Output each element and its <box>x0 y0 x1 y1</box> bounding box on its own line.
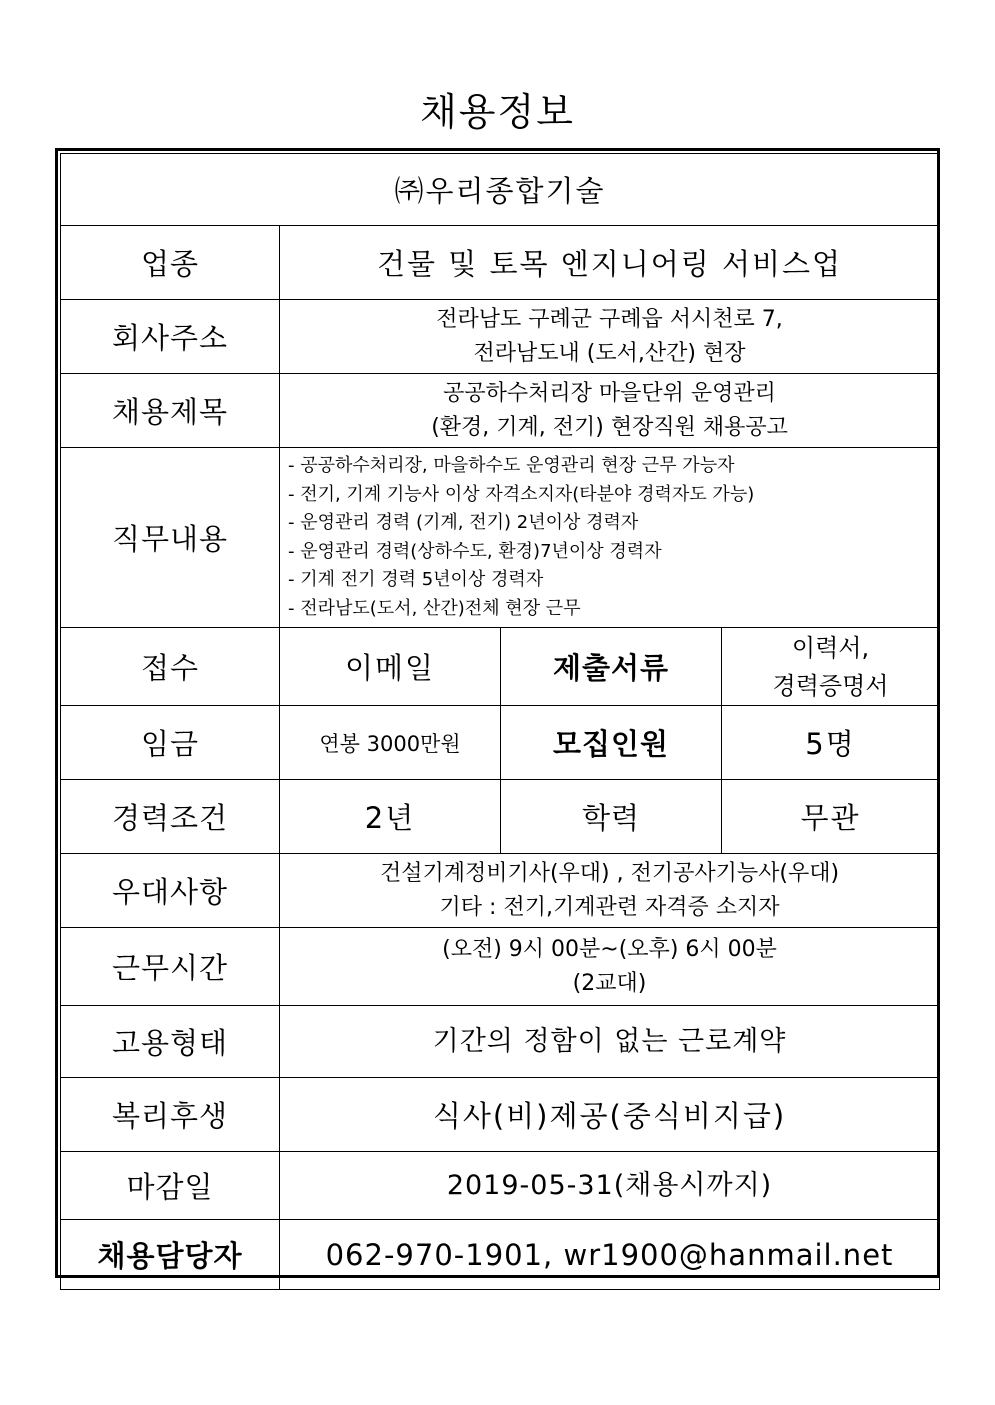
deadline-value: 2019-05-31(채용시까지) <box>280 1152 940 1220</box>
documents-line-1: 이력서, <box>791 633 870 662</box>
duties-item: - 전라남도(도서, 산간)전체 현장 근무 <box>288 597 581 619</box>
duties-row <box>61 448 940 628</box>
job-title-line-1: 공공하수처리장 마을단위 운영관리 <box>443 380 776 406</box>
duties-item: - 기계 전기 경력 5년이상 경력자 <box>288 569 544 590</box>
preference-label: 우대사항 <box>61 854 280 928</box>
preference-line-1: 건설기계정비기사(우대) , 전기공사기능사(우대) <box>379 860 840 886</box>
address-value <box>280 300 940 374</box>
documents-value <box>722 628 940 706</box>
document-title: 채용정보 <box>420 90 575 134</box>
welfare-row <box>61 1078 940 1152</box>
documents-line-2: 경력증명서 <box>772 671 889 700</box>
job-title-label: 채용제목 <box>61 374 280 448</box>
career-row <box>61 780 940 854</box>
salary-value: 연봉 3000만원 <box>280 706 501 780</box>
hours-row <box>61 928 940 1006</box>
job-info-table <box>60 153 940 1290</box>
preference-row <box>61 854 940 928</box>
preference-line-2: 기타 : 전기,기계관련 자격증 소지자 <box>439 894 780 920</box>
salary-label: 임금 <box>61 706 280 780</box>
job-title-line-2: (환경, 기계, 전기) 현장직원 채용공고 <box>431 414 788 440</box>
job-info-table-frame <box>55 148 940 1278</box>
job-title-value <box>280 374 940 448</box>
employment-label: 고용형태 <box>61 1006 280 1078</box>
employment-value: 기간의 정함이 없는 근로계약 <box>280 1006 940 1078</box>
preference-value <box>280 854 940 928</box>
address-row <box>61 300 940 374</box>
contact-row <box>61 1220 940 1290</box>
salary-row <box>61 706 940 780</box>
deadline-label: 마감일 <box>61 1152 280 1220</box>
duties-label: 직무내용 <box>61 448 280 628</box>
headcount-label: 모집인원 <box>501 706 722 780</box>
documents-label: 제출서류 <box>501 628 722 706</box>
employment-row <box>61 1006 940 1078</box>
address-line-2: 전라남도내 (도서,산간) 현장 <box>473 340 746 366</box>
reception-row <box>61 628 940 706</box>
address-label: 회사주소 <box>61 300 280 374</box>
job-title-row <box>61 374 940 448</box>
deadline-row <box>61 1152 940 1220</box>
hours-line-1: (오전) 9시 00분~(오후) 6시 00분 <box>442 936 777 962</box>
education-value: 무관 <box>722 780 940 854</box>
hours-label: 근무시간 <box>61 928 280 1006</box>
address-line-1: 전라남도 구례군 구례읍 서시천로 7, <box>436 306 783 332</box>
welfare-value: 식사(비)제공(중식비지급) <box>280 1078 940 1152</box>
headcount-value: 5명 <box>722 706 940 780</box>
duties-item: - 운영관리 경력 (기계, 전기) 2년이상 경력자 <box>288 512 639 533</box>
hours-line-2: (2교대) <box>572 970 647 996</box>
reception-value: 이메일 <box>280 628 501 706</box>
career-label: 경력조건 <box>61 780 280 854</box>
hours-value <box>280 928 940 1006</box>
career-value: 2년 <box>280 780 501 854</box>
reception-label: 접수 <box>61 628 280 706</box>
duties-item: - 전기, 기계 기능사 이상 자격소지자(타분야 경력자도 가능) <box>288 483 755 505</box>
education-label: 학력 <box>501 780 722 854</box>
industry-label: 업종 <box>61 226 280 300</box>
industry-value: 건물 및 토목 엔지니어링 서비스업 <box>280 226 940 300</box>
duties-item: - 공공하수처리장, 마을하수도 운영관리 현장 근무 가능자 <box>288 455 735 476</box>
company-name: ㈜우리종합기술 <box>61 154 940 226</box>
industry-row <box>61 226 940 300</box>
contact-label: 채용담당자 <box>61 1220 280 1290</box>
company-row <box>61 154 940 226</box>
duties-item: - 운영관리 경력(상하수도, 환경)7년이상 경력자 <box>288 540 662 562</box>
contact-value: 062-970-1901, wr1900@hanmail.net <box>280 1220 940 1290</box>
welfare-label: 복리후생 <box>61 1078 280 1152</box>
duties-list <box>280 448 940 628</box>
